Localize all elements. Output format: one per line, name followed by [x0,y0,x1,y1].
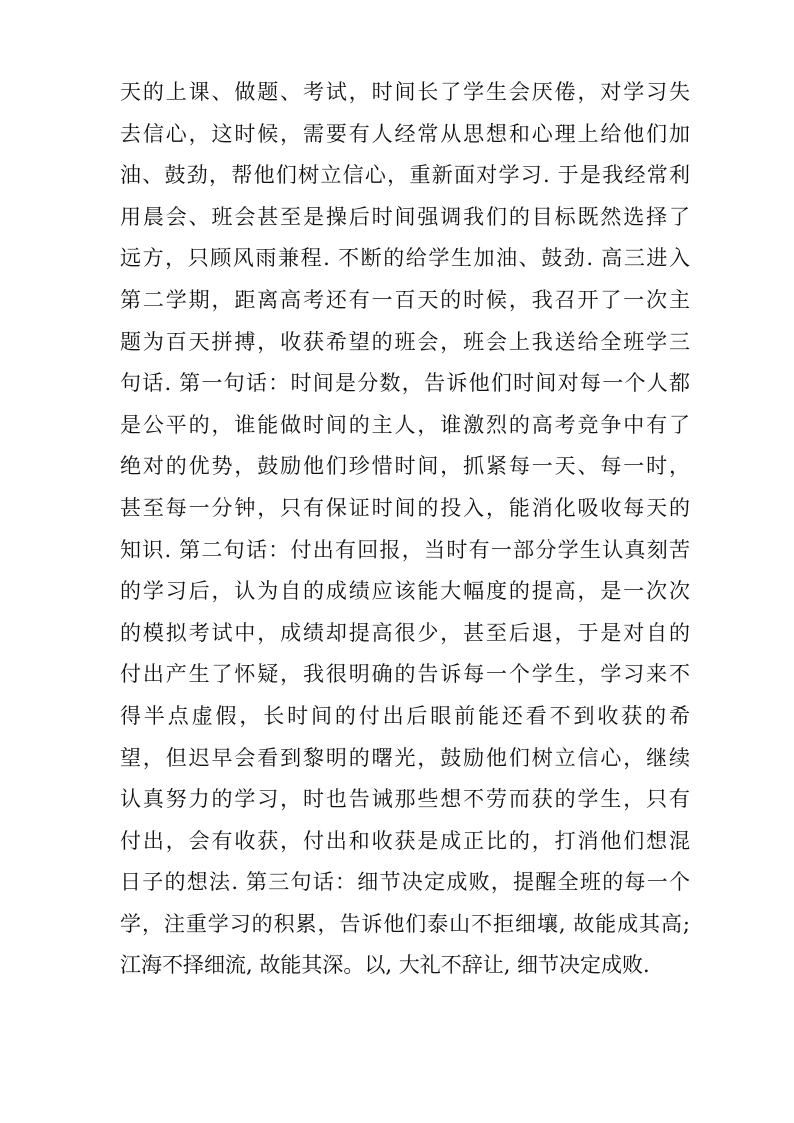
text-line: 油、鼓劲，帮他们树立信心，重新面对学习. 于是我经常利 [120,163,690,188]
text-line: 付出，会有收获，付出和收获是成正比的，打消他们想混 [120,828,690,853]
text-line: 去信心，这时候，需要有人经常从思想和心理上给他们加 [120,121,690,146]
text-line: 用晨会、班会甚至是操后时间强调我们的目标既然选择了 [120,204,690,229]
text-line: 绝对的优势，鼓励他们珍惜时间，抓紧每一天、每一时， [120,454,690,479]
text-line: 天的上课、做题、考试，时间长了学生会厌倦，对学习失 [120,80,690,104]
text-line: 题为百天拼搏，收获希望的班会，班会上我送给全班学三 [120,329,690,354]
text-line: 知识. 第二句话：付出有回报，当时有一部分学生认真刻苦 [120,537,690,562]
text-line: 的模拟考试中，成绩却提高很少，甚至后退，于是对自的 [120,620,690,645]
text-line: 江海不择细流, 故能其深。以, 大礼不辞让, 细节决定成败. [120,953,650,978]
text-line: 的学习后，认为自的成绩应该能大幅度的提高，是一次次 [120,579,690,604]
text-line: 日子的想法. 第三句话：细节决定成败，提醒全班的每一个 [120,870,690,895]
text-line: 是公平的，谁能做时间的主人，谁激烈的高考竞争中有了 [120,412,690,437]
text-line: 第二学期，距离高考还有一百天的时候，我召开了一次主 [120,287,690,312]
text-line: 甚至每一分钟，只有保证时间的投入，能消化吸收每天的 [120,495,690,520]
text-line: 学，注重学习的积累，告诉他们泰山不拒细壤, 故能成其高; [120,911,690,936]
text-line: 得半点虚假，长时间的付出后眼前能还看不到收获的希 [120,703,690,728]
body-text [120,72,690,987]
text-line: 远方，只顾风雨兼程. 不断的给学生加油、鼓劲. 高三进入 [120,246,690,271]
text-line: 付出产生了怀疑，我很明确的告诉每一个学生，学习来不 [120,662,690,687]
text-line: 认真努力的学习，时也告诫那些想不劳而获的学生，只有 [120,787,690,812]
text-line: 望，但迟早会看到黎明的曙光，鼓励他们树立信心，继续 [120,745,690,770]
text-line: 句话. 第一句话：时间是分数，告诉他们时间对每一个人都 [120,371,690,396]
